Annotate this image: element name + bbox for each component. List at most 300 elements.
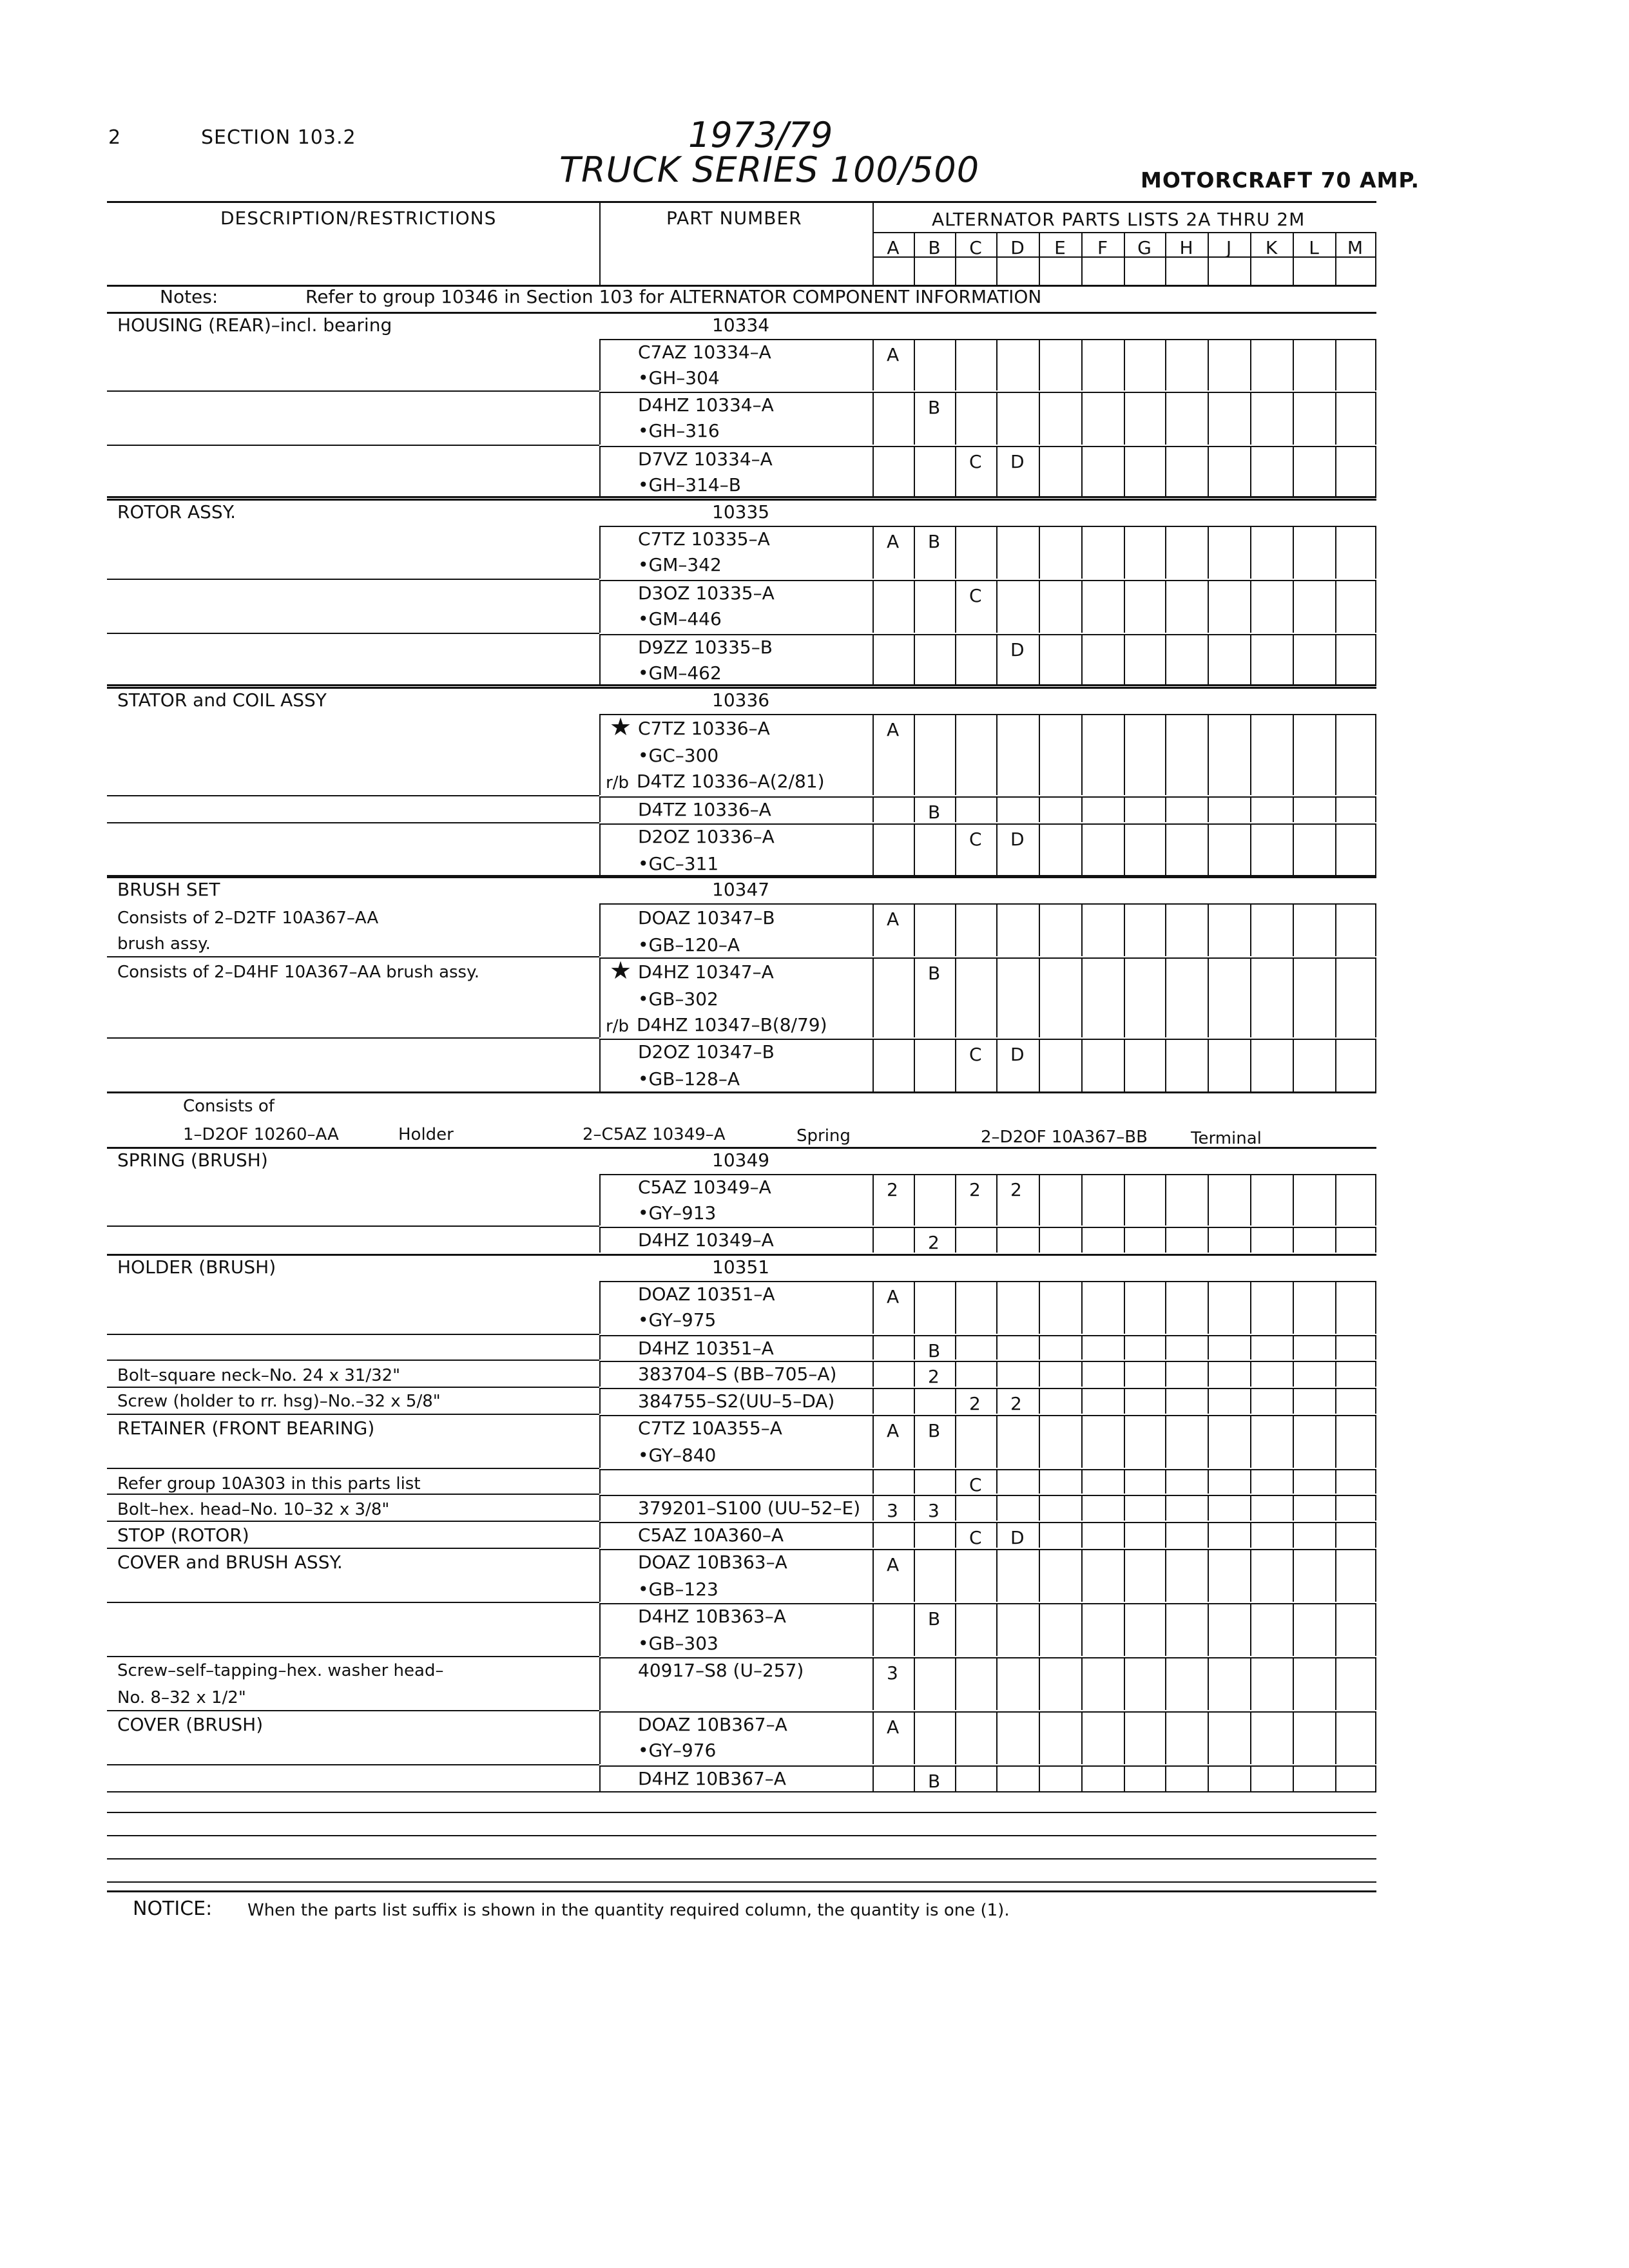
cell-column-line <box>1165 1711 1166 1764</box>
description-rule <box>107 1791 599 1792</box>
cell-column-line <box>955 392 956 445</box>
cell-column-line <box>1039 1227 1040 1253</box>
cell-column-line <box>955 1039 956 1091</box>
cell-column-line <box>1081 446 1083 497</box>
cell-column-line <box>1208 714 1209 795</box>
cell-column-line <box>1375 903 1376 956</box>
replaced-by-prefix: r/b <box>606 1017 629 1036</box>
cell-column-line <box>1375 823 1376 875</box>
quantity-cell: A <box>887 719 900 740</box>
column-letter-j: J <box>1226 237 1232 258</box>
cell-column-line <box>1375 446 1376 497</box>
cell-column-line <box>872 903 874 956</box>
cell-column-line <box>1124 446 1125 497</box>
section-rule <box>107 496 1376 498</box>
header-top-rule <box>107 201 1376 203</box>
cell-column-line <box>1208 446 1209 497</box>
cell-column-line <box>1124 1549 1125 1602</box>
cell-column-line <box>1081 1415 1083 1468</box>
cell-column-line <box>955 1227 956 1253</box>
cell-column-line <box>1250 1335 1251 1360</box>
cover-brush-part-2: D4HZ 10B363–A <box>638 1606 786 1627</box>
cover-brush-desc: COVER and BRUSH ASSY. <box>117 1552 343 1573</box>
cell-column-line <box>1124 796 1125 822</box>
brush-set-group: 10347 <box>712 879 770 900</box>
cell-column-line <box>1081 1711 1083 1764</box>
brush-consists-1: Consists of 2–D2TF 10A367–AA <box>117 908 379 928</box>
cell-column-line <box>1165 957 1166 1037</box>
cell-column-line <box>914 1039 915 1091</box>
cell-column-line <box>1039 823 1040 875</box>
quantity-cell: B <box>928 963 941 984</box>
cell-column-line <box>1039 1657 1040 1710</box>
cell-column-line <box>914 1765 915 1791</box>
cell-column-line <box>1335 1388 1336 1414</box>
cell-column-line <box>1293 1657 1294 1710</box>
cell-column-line <box>914 1281 915 1334</box>
cell-column-line <box>955 1388 956 1414</box>
part-number-column-line <box>599 1361 601 1387</box>
cell-column-line <box>1039 1039 1040 1091</box>
cell-column-line <box>1165 1522 1166 1548</box>
cell-column-line <box>1335 1657 1336 1710</box>
cell-column-line <box>1375 526 1376 579</box>
cell-column-line <box>1039 1388 1040 1414</box>
cell-column-line <box>1039 796 1040 822</box>
product-label: MOTORCRAFT 70 AMP. <box>1141 168 1420 193</box>
stop-part: C5AZ 10A360–A <box>638 1524 784 1546</box>
spring-part-1-sub: •GY–913 <box>638 1202 717 1224</box>
cell-column-line <box>1124 1361 1125 1387</box>
quantity-cell: B <box>928 397 941 418</box>
cell-row-rule <box>599 1469 1376 1470</box>
cell-column-line <box>1250 903 1251 956</box>
letter-column-line <box>955 233 956 285</box>
cell-column-line <box>1375 1227 1376 1253</box>
cell-column-line <box>872 1335 874 1360</box>
bolt-hex-part: 379201–S100 (UU–52–E) <box>638 1497 861 1519</box>
cell-column-line <box>914 446 915 497</box>
cell-column-line <box>1250 1388 1251 1414</box>
cell-column-line <box>872 339 874 390</box>
cell-column-line <box>1208 1603 1209 1656</box>
cell-column-line <box>1250 1227 1251 1253</box>
cell-column-line <box>1250 1039 1251 1091</box>
cell-column-line <box>1335 1522 1336 1548</box>
quantity-cell: C <box>969 1474 982 1495</box>
cell-column-line <box>1039 1361 1040 1387</box>
cell-column-line <box>1039 1469 1040 1494</box>
cell-column-line <box>955 446 956 497</box>
quantity-cell: B <box>928 531 941 552</box>
cell-column-line <box>1124 339 1125 390</box>
cell-column-line <box>955 1281 956 1334</box>
cell-column-line <box>1293 823 1294 875</box>
cell-column-line <box>1124 1281 1125 1334</box>
cell-column-line <box>1124 634 1125 686</box>
cell-column-line <box>1375 714 1376 795</box>
cell-column-line <box>996 1711 998 1764</box>
cell-column-line <box>914 1522 915 1548</box>
retainer-part-1: C7TZ 10A355–A <box>638 1418 782 1439</box>
cell-column-line <box>1293 1335 1294 1360</box>
brush-part-2-sub: •GB–302 <box>638 988 718 1010</box>
cell-column-line <box>1081 796 1083 822</box>
quantity-cell: 2 <box>1010 1393 1022 1414</box>
cell-column-line <box>1335 714 1336 795</box>
cell-column-line <box>996 526 998 579</box>
cell-column-line <box>1375 796 1376 822</box>
description-rule <box>107 633 599 634</box>
description-rule <box>107 445 599 446</box>
cell-column-line <box>1165 339 1166 390</box>
cell-column-line <box>1081 1495 1083 1521</box>
cell-column-line <box>1208 580 1209 633</box>
cell-column-line <box>996 1469 998 1494</box>
cell-column-line <box>1250 796 1251 822</box>
part-number-column-header: PART NUMBER <box>666 207 802 229</box>
cell-column-line <box>1375 1711 1376 1764</box>
cell-column-line <box>955 580 956 633</box>
cell-column-line <box>996 1335 998 1360</box>
cell-column-line <box>1165 1469 1166 1494</box>
cell-column-line <box>1250 1415 1251 1468</box>
column-letter-e: E <box>1054 237 1066 258</box>
part-number-column-line <box>599 903 601 956</box>
cell-column-line <box>1293 1549 1294 1602</box>
cell-column-line <box>1208 796 1209 822</box>
cell-column-line <box>1039 1415 1040 1468</box>
cell-column-line <box>1165 1174 1166 1225</box>
cell-column-line <box>914 1469 915 1494</box>
quantity-cell: B <box>928 1340 941 1361</box>
cell-column-line <box>1375 1765 1376 1791</box>
cell-column-line <box>914 823 915 875</box>
stator-replacement: D4TZ 10336–A(2/81) <box>637 771 825 792</box>
quantity-cell: 3 <box>928 1500 940 1521</box>
cell-column-line <box>1124 1711 1125 1764</box>
header-bottom-rule <box>107 285 1376 287</box>
cell-column-line <box>1039 580 1040 633</box>
cell-column-line <box>872 1711 874 1764</box>
cell-column-line <box>955 1657 956 1710</box>
cell-column-line <box>1293 526 1294 579</box>
consists-holder-part: 1–D2OF 10260–AA <box>183 1125 339 1144</box>
cell-column-line <box>955 339 956 390</box>
description-rule <box>107 1225 599 1227</box>
cell-column-line <box>1375 1415 1376 1468</box>
section-label: SECTION 103.2 <box>201 126 356 149</box>
cell-column-line <box>1335 903 1336 956</box>
letter-column-line <box>1293 233 1294 285</box>
cell-column-line <box>914 1388 915 1414</box>
description-rule <box>107 795 599 796</box>
bolt-hex-desc: Bolt–hex. head–No. 10–32 x 3/8" <box>117 1500 390 1519</box>
cell-column-line <box>955 1495 956 1521</box>
column-letter-m: M <box>1347 237 1364 258</box>
part-number-column-line <box>599 1765 601 1791</box>
cell-column-line <box>955 526 956 579</box>
cell-column-line <box>1375 1522 1376 1548</box>
star-icon: ★ <box>610 713 632 741</box>
cell-column-line <box>996 1522 998 1548</box>
cell-column-line <box>996 1388 998 1414</box>
consists-spring-label: Spring <box>796 1126 851 1146</box>
description-rule <box>107 1468 599 1469</box>
cell-column-line <box>1208 1469 1209 1494</box>
cell-column-line <box>1165 1227 1166 1253</box>
letter-column-line <box>1375 233 1376 285</box>
cell-column-line <box>955 796 956 822</box>
cell-column-line <box>955 1549 956 1602</box>
stator-part-3: D2OZ 10336–A <box>638 826 775 847</box>
cover-desc: COVER (BRUSH) <box>117 1714 264 1735</box>
cell-column-line <box>996 1495 998 1521</box>
cell-column-line <box>1208 1495 1209 1521</box>
letter-column-line <box>1081 233 1083 285</box>
parts-lists-column-header: ALTERNATOR PARTS LISTS 2A THRU 2M <box>932 209 1306 230</box>
housing-desc: HOUSING (REAR)–incl. bearing <box>117 314 392 336</box>
column-letter-f: F <box>1097 237 1108 258</box>
cell-column-line <box>1081 1469 1083 1494</box>
cell-column-line <box>1293 1039 1294 1091</box>
cell-column-line <box>1124 714 1125 795</box>
cell-column-line <box>1375 1603 1376 1656</box>
replaced-by-prefix: r/b <box>606 773 629 793</box>
rotor-part-3: D9ZZ 10335–B <box>638 637 773 658</box>
quantity-cell: B <box>928 802 941 823</box>
cell-column-line <box>955 957 956 1037</box>
cell-column-line <box>914 1415 915 1468</box>
holder-part-2: D4HZ 10351–A <box>638 1338 774 1359</box>
cell-column-line <box>1165 446 1166 497</box>
cell-column-line <box>1165 1765 1166 1791</box>
cell-column-line <box>1335 823 1336 875</box>
stator-part-1: C7TZ 10336–A <box>638 718 770 739</box>
part-number-column-line <box>599 1415 601 1468</box>
cell-column-line <box>1335 580 1336 633</box>
cell-column-line <box>1375 339 1376 390</box>
cell-column-line <box>1375 1174 1376 1225</box>
part-number-column-line <box>599 1657 601 1710</box>
cell-column-line <box>914 1335 915 1360</box>
blank-rule <box>107 1835 1376 1836</box>
spring-part-1: C5AZ 10349–A <box>638 1177 771 1198</box>
cell-column-line <box>872 1549 874 1602</box>
cell-column-line <box>1208 823 1209 875</box>
brush-replacement: D4HZ 10347–B(8/79) <box>637 1014 827 1035</box>
column-letter-g: G <box>1137 237 1152 258</box>
quantity-cell: C <box>969 829 982 850</box>
notice-text: When the parts list suffix is shown in the quantity required column, the quantity is one (1). <box>247 1901 1010 1920</box>
cell-column-line <box>1250 1174 1251 1225</box>
notice-label: NOTICE: <box>133 1898 213 1920</box>
part-number-column-line <box>599 1522 601 1548</box>
cell-column-line <box>1335 1765 1336 1791</box>
cell-column-line <box>1124 392 1125 445</box>
cell-column-line <box>1250 714 1251 795</box>
cell-column-line <box>1124 580 1125 633</box>
cell-column-line <box>1293 1603 1294 1656</box>
cell-column-line <box>1250 1549 1251 1602</box>
cell-column-line <box>914 1711 915 1764</box>
holder-part-1: DOAZ 10351–A <box>638 1283 775 1305</box>
cell-column-line <box>1081 823 1083 875</box>
cell-column-line <box>1039 526 1040 579</box>
cell-column-line <box>872 1522 874 1548</box>
cell-column-line <box>1081 1335 1083 1360</box>
cell-column-line <box>1375 957 1376 1037</box>
cell-column-line <box>1335 1549 1336 1602</box>
cell-column-line <box>996 634 998 686</box>
cell-column-line <box>1039 1281 1040 1334</box>
rotor-part-3-sub: •GM–462 <box>638 662 722 684</box>
cell-column-line <box>872 446 874 497</box>
part-number-column-line <box>599 580 601 633</box>
cell-column-line <box>1124 1415 1125 1468</box>
cell-column-line <box>1208 1361 1209 1387</box>
cell-column-line <box>914 1657 915 1710</box>
cell-column-line <box>914 1174 915 1225</box>
cell-column-line <box>1165 1335 1166 1360</box>
cover-brush-part-1: DOAZ 10B363–A <box>638 1552 787 1573</box>
cell-column-line <box>955 1522 956 1548</box>
cell-column-line <box>1039 634 1040 686</box>
part-number-column-line <box>599 1335 601 1360</box>
cell-column-line <box>1165 634 1166 686</box>
cell-column-line <box>1293 1765 1294 1791</box>
cell-column-line <box>1208 1415 1209 1468</box>
part-number-column-line <box>599 392 601 445</box>
cell-column-line <box>1208 1174 1209 1225</box>
quantity-cell: 2 <box>887 1179 898 1200</box>
cell-column-line <box>1335 1335 1336 1360</box>
cell-column-line <box>1208 1711 1209 1764</box>
quantity-cell: D <box>1010 639 1025 660</box>
cell-column-line <box>1039 1522 1040 1548</box>
cell-column-line <box>1293 903 1294 956</box>
cell-column-line <box>1375 1039 1376 1091</box>
cell-column-line <box>1375 1549 1376 1602</box>
cell-column-line <box>1081 1549 1083 1602</box>
consists-holder-label: Holder <box>398 1125 454 1144</box>
cell-column-line <box>1081 1657 1083 1710</box>
cell-column-line <box>955 714 956 795</box>
years-heading: 1973/79 <box>688 115 833 155</box>
cell-column-line <box>1081 1174 1083 1225</box>
cell-column-line <box>1039 339 1040 390</box>
brush-set-desc: BRUSH SET <box>117 879 220 900</box>
cell-column-line <box>1375 580 1376 633</box>
blank-rule <box>107 1881 1376 1883</box>
cell-column-line <box>1208 339 1209 390</box>
cell-column-line <box>955 1469 956 1494</box>
holder-desc: HOLDER (BRUSH) <box>117 1256 276 1278</box>
cell-column-line <box>1293 1469 1294 1494</box>
cell-column-line <box>1165 392 1166 445</box>
description-rule <box>107 579 599 580</box>
cell-column-line <box>1335 1711 1336 1764</box>
cell-column-line <box>914 714 915 795</box>
housing-part-2: D4HZ 10334–A <box>638 394 774 416</box>
cell-column-line <box>1293 714 1294 795</box>
description-rule <box>107 390 599 392</box>
cell-column-line <box>1293 1281 1294 1334</box>
cell-column-line <box>1081 526 1083 579</box>
cell-column-line <box>955 1765 956 1791</box>
screw-tapping-part: 40917–S8 (U–257) <box>638 1660 804 1681</box>
cell-column-line <box>1081 580 1083 633</box>
cell-column-line <box>1165 580 1166 633</box>
letter-column-line <box>1208 233 1209 285</box>
quantity-cell: C <box>969 585 982 606</box>
cell-column-line <box>872 1227 874 1253</box>
cell-column-line <box>1250 526 1251 579</box>
cell-column-line <box>872 1469 874 1494</box>
cell-column-line <box>1039 1603 1040 1656</box>
quantity-cell: A <box>887 1286 900 1307</box>
quantity-cell: B <box>928 1771 941 1792</box>
rotor-desc: ROTOR ASSY. <box>117 501 236 523</box>
cell-column-line <box>1124 823 1125 875</box>
cell-column-line <box>1375 1361 1376 1387</box>
consists-spring-part: 2–C5AZ 10349–A <box>583 1125 726 1144</box>
cell-column-line <box>1293 1227 1294 1253</box>
stop-desc: STOP (ROTOR) <box>117 1524 249 1546</box>
cell-column-line <box>1208 957 1209 1037</box>
cell-column-line <box>872 714 874 795</box>
cell-column-line <box>1293 392 1294 445</box>
cell-column-line <box>914 1603 915 1656</box>
quantity-cell: D <box>1010 1044 1025 1065</box>
part-number-column-line <box>599 1388 601 1414</box>
cell-column-line <box>1081 957 1083 1037</box>
letter-column-line <box>1039 233 1040 285</box>
cell-column-line <box>1124 957 1125 1037</box>
cell-column-line <box>1165 1388 1166 1414</box>
cell-column-line <box>1335 526 1336 579</box>
cell-column-line <box>872 1174 874 1225</box>
cell-column-line <box>996 580 998 633</box>
cell-column-line <box>1124 1227 1125 1253</box>
cell-column-line <box>1293 339 1294 390</box>
part-number-column-line <box>599 1469 601 1494</box>
cell-column-line <box>1165 714 1166 795</box>
cell-column-line <box>1039 1335 1040 1360</box>
cell-column-line <box>1165 1549 1166 1602</box>
cell-column-line <box>1124 1388 1125 1414</box>
column-letter-a: A <box>887 237 900 258</box>
page-title: TRUCK SERIES 100/500 <box>559 149 980 190</box>
part-number-column-line <box>599 1281 601 1334</box>
cell-column-line <box>872 1495 874 1521</box>
cell-column-line <box>1208 1039 1209 1091</box>
letter-column-line <box>996 233 998 285</box>
part-number-column-line <box>599 714 601 795</box>
cell-column-line <box>1335 339 1336 390</box>
parts-lists-column-line <box>872 201 874 285</box>
blank-rule <box>107 1812 1376 1813</box>
cell-column-line <box>872 1361 874 1387</box>
cell-column-line <box>1293 957 1294 1037</box>
quantity-cell: 2 <box>969 1393 981 1414</box>
cell-column-line <box>914 526 915 579</box>
cell-column-line <box>1293 446 1294 497</box>
cell-column-line <box>1250 1495 1251 1521</box>
cell-column-line <box>1375 634 1376 686</box>
cell-column-line <box>1208 1657 1209 1710</box>
cell-column-line <box>1081 1227 1083 1253</box>
